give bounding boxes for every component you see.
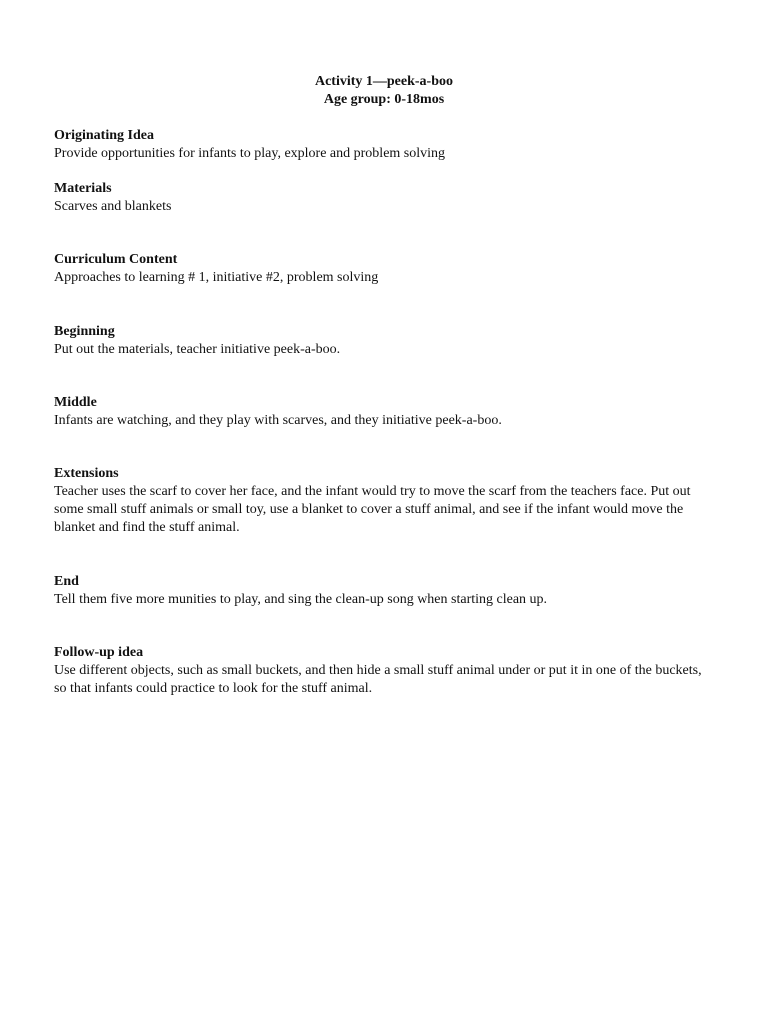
activity-title: Activity 1—peek-a-boo <box>314 74 454 89</box>
section-heading: Originating Idea <box>54 128 154 143</box>
section-body: Provide opportunities for infants to play, explore and problem solving <box>54 146 446 161</box>
section-end <box>54 573 714 609</box>
section-heading: Middle <box>54 395 97 410</box>
section-heading: Follow-up idea <box>54 645 144 660</box>
section-heading: Beginning <box>54 324 115 339</box>
section-body: Scarves and blankets <box>54 199 172 214</box>
section-heading: Materials <box>54 181 112 196</box>
section-middle <box>54 394 714 430</box>
section-extensions <box>54 465 714 537</box>
age-group: Age group: 0-18mos <box>323 92 445 107</box>
section-body: Infants are watching, and they play with scarves, and they initiative peek-a-boo. <box>54 413 502 428</box>
document-title <box>0 73 768 109</box>
section-body: Approaches to learning # 1, initiative #2, problem solving <box>54 270 379 285</box>
section-body: Put out the materials, teacher initiative peek-a-boo. <box>54 342 341 357</box>
section-body: Tell them five more munities to play, and sing the clean-up song when starting clean up. <box>54 592 548 607</box>
section-heading: Curriculum Content <box>54 252 178 267</box>
section-heading: End <box>54 574 79 589</box>
section-body: Use different objects, such as small buckets, and then hide a small stuff animal under or put it in one of the buckets, so that infants could practice to look for the stuff animal. <box>54 663 702 696</box>
section-heading: Extensions <box>54 466 119 481</box>
section-body: Teacher uses the scarf to cover her face, and the infant would try to move the scarf from the teachers face. Put out some small stuff animals or small toy, use a blanket to cover a stuff animal, and see if the infant would move the blanket and find the stuff animal. <box>54 484 691 535</box>
section-beginning <box>54 323 714 359</box>
section-follow-up-idea <box>54 644 714 698</box>
section-originating-idea <box>54 127 714 163</box>
section-materials <box>54 180 714 216</box>
section-curriculum-content <box>54 251 714 287</box>
